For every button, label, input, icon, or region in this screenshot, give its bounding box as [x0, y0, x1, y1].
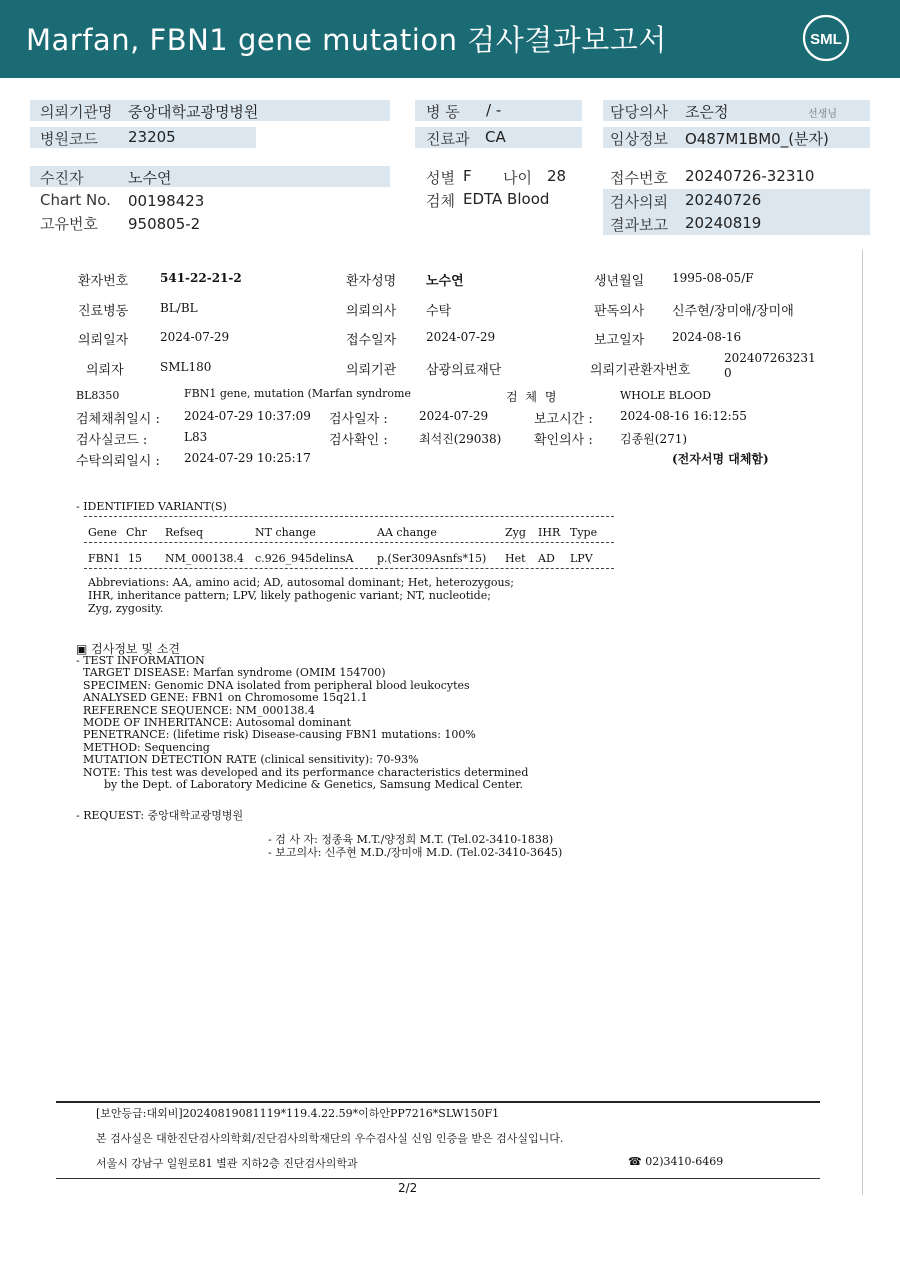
address-line: 서울시 강남구 일원로81 별관 지하2층 진단검사의학과 — [96, 1157, 358, 1170]
info-line: SPECIMEN: Genomic DNA isolated from peripheral blood leukocytes — [76, 678, 470, 692]
report-time-label: 보고시간 : — [534, 412, 593, 427]
chart-value: 00198423 — [128, 192, 205, 210]
info-line: PENETRANCE: (lifetime risk) Disease-causing FBN1 mutations: 100% — [76, 728, 476, 742]
confirm-doc-value: 김종원(271) — [620, 432, 688, 446]
request-date-value: 20240726 — [685, 191, 762, 209]
variant-nt: c.926_945delinsA — [255, 552, 354, 565]
collect-label: 검체채취일시 : — [76, 412, 160, 427]
footer-top-rule — [56, 1101, 820, 1103]
sml-logo-text: SML — [810, 31, 842, 48]
variant-col-ihr: IHR — [538, 526, 561, 539]
specimen-name-label: 검 체 명 — [506, 390, 559, 404]
ward-value: / - — [486, 101, 502, 119]
r1-label1: 환자번호 — [78, 274, 129, 289]
report-date-value: 20240819 — [685, 214, 762, 232]
patient-bar — [30, 166, 390, 187]
test-date-label: 검사일자 : — [329, 412, 388, 427]
r4-value3b: 0 — [724, 366, 732, 380]
variant-bottom-rule — [84, 568, 614, 569]
info-line: by the Dept. of Laboratory Medicine & Genetics, Samsung Medical Center. — [76, 777, 524, 791]
info-line: REFERENCE SEQUENCE: NM_000138.4 — [76, 703, 315, 717]
info-line: METHOD: Sequencing — [76, 740, 210, 754]
page-border — [862, 250, 863, 1195]
r4-value3a: 202407263231 — [724, 351, 816, 365]
info-line: NOTE: This test was developed and its performance characteristics determined — [76, 765, 529, 779]
r1-label3: 생년월일 — [594, 274, 645, 289]
r3-value1: 2024-07-29 — [160, 330, 230, 344]
variant-refseq: NM_000138.4 — [165, 552, 244, 565]
confirm-doc-label: 확인의사 : — [534, 433, 593, 448]
signature-tester: - 검 사 자: 정종육 M.T./양정희 M.T. (Tel.02-3410-1838) — [268, 833, 554, 846]
age-label: 나이 — [503, 169, 532, 187]
r4-label2: 의뢰기관 — [346, 363, 397, 378]
r1-label2: 환자성명 — [346, 274, 397, 289]
hospital-code-value: 23205 — [128, 128, 176, 146]
info-line: MUTATION DETECTION RATE (clinical sensitivity): 70-93% — [76, 753, 419, 767]
ward-label: 병 동 — [426, 103, 460, 121]
r3-value2: 2024-07-29 — [426, 330, 496, 344]
r4-value2: 삼광의료재단 — [426, 363, 502, 378]
variant-col-gene: Gene — [88, 526, 117, 539]
specimen-value: EDTA Blood — [463, 190, 550, 208]
page-number: 2/2 — [398, 1181, 418, 1195]
variant-mid-rule — [84, 542, 614, 543]
report-time-value: 2024-08-16 16:12:55 — [620, 409, 747, 423]
r4-label1: 의뢰자 — [86, 363, 124, 378]
confirm-value: 최석진(29038) — [419, 432, 502, 446]
clinical-label: 임상정보 — [610, 130, 668, 148]
security-line: [보안등급:대외비]20240819081119*119.4.22.59*이하안PP7216*SLW150F1 — [96, 1107, 500, 1120]
r3-label2: 접수일자 — [346, 333, 397, 348]
variant-col-aa: AA change — [377, 526, 437, 539]
phone-line: ☎ 02)3410-6469 — [628, 1155, 724, 1168]
specimen-label: 검체 — [426, 192, 455, 210]
r4-value1: SML180 — [160, 360, 212, 374]
r2-label1: 진료병동 — [78, 304, 129, 319]
r2-value2: 수탁 — [426, 304, 452, 319]
receipt-label: 접수번호 — [610, 169, 668, 187]
consign-label: 수탁의뢰일시 : — [76, 454, 160, 469]
r1-value2: 노수연 — [426, 274, 464, 289]
department-label: 진료과 — [426, 130, 470, 148]
r2-label3: 판독의사 — [594, 304, 645, 319]
sex-value: F — [463, 167, 472, 185]
r3-value3: 2024-08-16 — [672, 330, 742, 344]
r2-value1: BL/BL — [160, 301, 198, 315]
consign-value: 2024-07-29 10:25:17 — [184, 451, 311, 465]
r2-label2: 의뢰의사 — [346, 304, 397, 319]
request-date-label: 검사의뢰 — [610, 193, 668, 211]
variant-col-chr: Chr — [126, 526, 147, 539]
footer-bottom-rule — [56, 1178, 820, 1179]
patient-value: 노수연 — [128, 169, 172, 187]
variant-gene: FBN1 — [88, 552, 121, 565]
chart-label: Chart No. — [40, 191, 111, 209]
info-line: - TEST INFORMATION — [76, 654, 205, 667]
test-name: FBN1 gene, mutation (Marfan syndrome — [184, 387, 411, 400]
specimen-name-value: WHOLE BLOOD — [620, 389, 711, 402]
r1-value3: 1995-08-05/F — [672, 271, 754, 285]
report-title: Marfan, FBN1 gene mutation 검사결과보고서 — [26, 23, 667, 57]
unique-value: 950805-2 — [128, 215, 201, 233]
department-value: CA — [485, 128, 506, 146]
r3-label1: 의뢰일자 — [78, 333, 129, 348]
info-line: ANALYSED GENE: FBN1 on Chromosome 15q21.1 — [76, 691, 368, 705]
variant-heading: - IDENTIFIED VARIANT(S) — [76, 500, 227, 513]
collect-value: 2024-07-29 10:37:09 — [184, 409, 311, 423]
variant-zyg: Het — [505, 552, 526, 565]
r4-label3: 의뢰기관환자번호 — [590, 363, 691, 378]
variant-top-rule — [84, 516, 614, 517]
variant-col-refseq: Refseq — [165, 526, 204, 539]
institution-value: 중앙대학교광명병원 — [128, 103, 259, 121]
variant-chr: 15 — [128, 552, 142, 565]
sex-label: 성별 — [426, 169, 455, 187]
clinical-value: O487M1BM0_(분자) — [685, 130, 829, 148]
info-line: MODE OF INHERITANCE: Autosomal dominant — [76, 715, 352, 729]
doctor-suffix: 선생님 — [808, 109, 837, 120]
signature-doctor: - 보고의사: 신주현 M.D./장미애 M.D. (Tel.02-3410-3645) — [268, 846, 563, 859]
receipt-value: 20240726-32310 — [685, 167, 815, 185]
doctor-value: 조은정 — [685, 103, 729, 121]
hospital-code-label: 병원코드 — [40, 130, 98, 148]
abbrev-line-3: Zyg, zygosity. — [88, 602, 164, 615]
info-heading: ▣ 검사정보 및 소견 — [76, 642, 180, 656]
lab-code-label: 검사실코드 : — [76, 433, 148, 448]
variant-type: LPV — [570, 552, 593, 565]
variant-col-type: Type — [570, 526, 598, 539]
variant-ihr: AD — [538, 552, 555, 565]
test-information-block — [76, 655, 528, 791]
lab-code-value: L83 — [184, 430, 208, 444]
r3-label3: 보고일자 — [594, 333, 645, 348]
institution-label: 의뢰기관명 — [40, 103, 113, 121]
r2-value3: 신주현/장미애/장미애 — [672, 304, 794, 319]
test-date-value: 2024-07-29 — [419, 409, 489, 423]
report-date-label: 결과보고 — [610, 216, 668, 234]
confirm-label: 검사확인 : — [329, 433, 388, 448]
variant-col-nt: NT change — [255, 526, 316, 539]
unique-label: 고유번호 — [40, 215, 98, 233]
abbrev-line-1: Abbreviations: AA, amino acid; AD, autosomal dominant; Het, heterozygous; — [88, 576, 514, 589]
patient-label: 수진자 — [40, 169, 84, 187]
request-line: - REQUEST: 중앙대학교광명병원 — [76, 809, 244, 822]
sml-logo — [800, 12, 852, 64]
test-code: BL8350 — [76, 389, 120, 402]
info-line: TARGET DISEASE: Marfan syndrome (OMIM 154700) — [76, 666, 386, 680]
cert-line: 본 검사실은 대한진단검사의학회/진단검사의학재단의 우수검사실 신임 인증을 받은 검사실입니다. — [96, 1132, 564, 1145]
abbrev-line-2: IHR, inheritance pattern; LPV, likely pathogenic variant; NT, nucleotide; — [88, 589, 491, 602]
age-value: 28 — [547, 167, 567, 185]
r1-value1: 541-22-21-2 — [160, 271, 242, 285]
esign-note: (전자서명 대체함) — [672, 452, 769, 466]
variant-col-zyg: Zyg — [505, 526, 526, 539]
variant-aa: p.(Ser309Asnfs*15) — [377, 552, 487, 565]
doctor-label: 담당의사 — [610, 103, 668, 121]
